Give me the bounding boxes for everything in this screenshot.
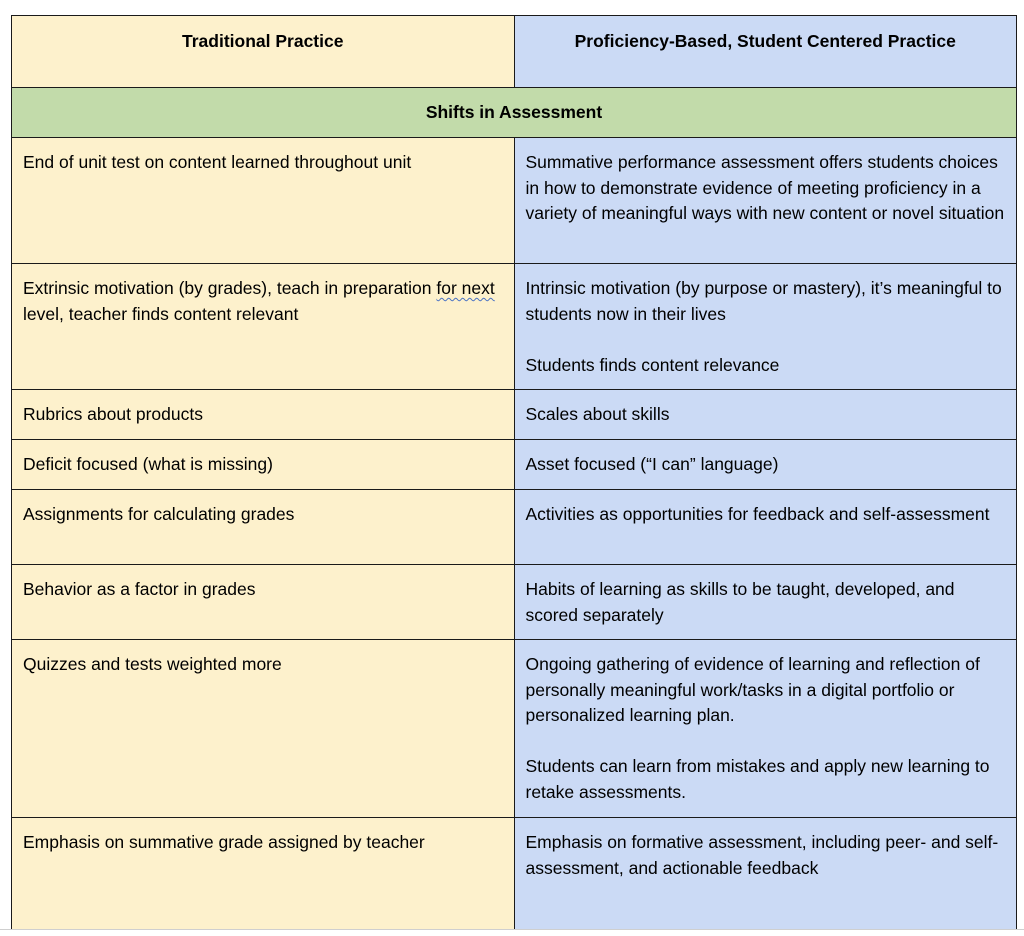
header-proficiency-label: Proficiency-Based, Student Centered Practice (574, 31, 956, 51)
traditional-text: Deficit focused (what is missing) (23, 454, 273, 474)
proficiency-cell (514, 138, 1017, 264)
traditional-cell (12, 440, 515, 490)
table-row (12, 818, 1017, 930)
page-bottom-divider (0, 929, 1024, 930)
traditional-cell (12, 264, 515, 390)
traditional-text (23, 276, 504, 327)
practice-comparison-table (11, 15, 1017, 930)
proficiency-text: Ongoing gathering of evidence of learning and reflection of personally meaningful work/tasks in a digital portfolio or personalized learning plan. (525, 654, 980, 725)
table-row (12, 490, 1017, 565)
header-traditional-label: Traditional Practice (182, 31, 344, 51)
traditional-text: End of unit test on content learned throughout unit (23, 152, 412, 172)
traditional-cell (12, 565, 515, 640)
proficiency-text: Intrinsic motivation (by purpose or mastery), it’s meaningful to students now in their lives (525, 278, 1002, 324)
traditional-text-part: Extrinsic motivation (by grades), teach in preparation (23, 278, 437, 298)
section-title: Shifts in Assessment (425, 102, 603, 122)
header-cell-proficiency (514, 16, 1017, 88)
traditional-text: Emphasis on summative grade assigned by teacher (23, 832, 425, 852)
proficiency-text: Emphasis on formative assessment, including peer- and self- assessment, and actionable feedback (525, 832, 999, 878)
proficiency-text: Asset focused (“I can” language) (525, 454, 779, 474)
spellcheck-flagged-text[interactable]: for next (436, 278, 495, 298)
proficiency-text: Students finds content relevance (525, 354, 780, 375)
traditional-text-part: level, teacher finds content relevant (23, 303, 299, 324)
header-row (12, 16, 1017, 88)
traditional-text: Rubrics about products (23, 404, 203, 424)
traditional-cell (12, 138, 515, 264)
proficiency-text: Summative performance assessment offers students choices in how to demonstrate evidence of meeting proficiency in a variety of meaningful ways with new content or novel situation (525, 152, 1005, 223)
proficiency-cell (514, 390, 1017, 440)
proficiency-cell (514, 640, 1017, 818)
proficiency-text: Students can learn from mistakes and apply new learning to retake assessments. (525, 756, 990, 802)
table-row (12, 440, 1017, 490)
section-cell (12, 88, 1017, 138)
table-row (12, 138, 1017, 264)
proficiency-cell (514, 818, 1017, 930)
traditional-text: Quizzes and tests weighted more (23, 654, 282, 674)
proficiency-cell (514, 264, 1017, 390)
proficiency-text: Habits of learning as skills to be taught, developed, and scored separately (525, 579, 955, 625)
traditional-text: Assignments for calculating grades (23, 504, 295, 524)
proficiency-cell (514, 565, 1017, 640)
header-cell-traditional (12, 16, 515, 88)
traditional-cell (12, 818, 515, 930)
traditional-text: Behavior as a factor in grades (23, 579, 256, 599)
proficiency-text: Activities as opportunities for feedback and self-assessment (525, 504, 990, 524)
proficiency-text: Scales about skills (525, 404, 670, 424)
table-row (12, 640, 1017, 818)
proficiency-cell (514, 490, 1017, 565)
traditional-cell (12, 640, 515, 818)
section-row (12, 88, 1017, 138)
traditional-cell (12, 390, 515, 440)
table-row (12, 264, 1017, 390)
table-row (12, 565, 1017, 640)
proficiency-cell (514, 440, 1017, 490)
table-row (12, 390, 1017, 440)
traditional-cell (12, 490, 515, 565)
